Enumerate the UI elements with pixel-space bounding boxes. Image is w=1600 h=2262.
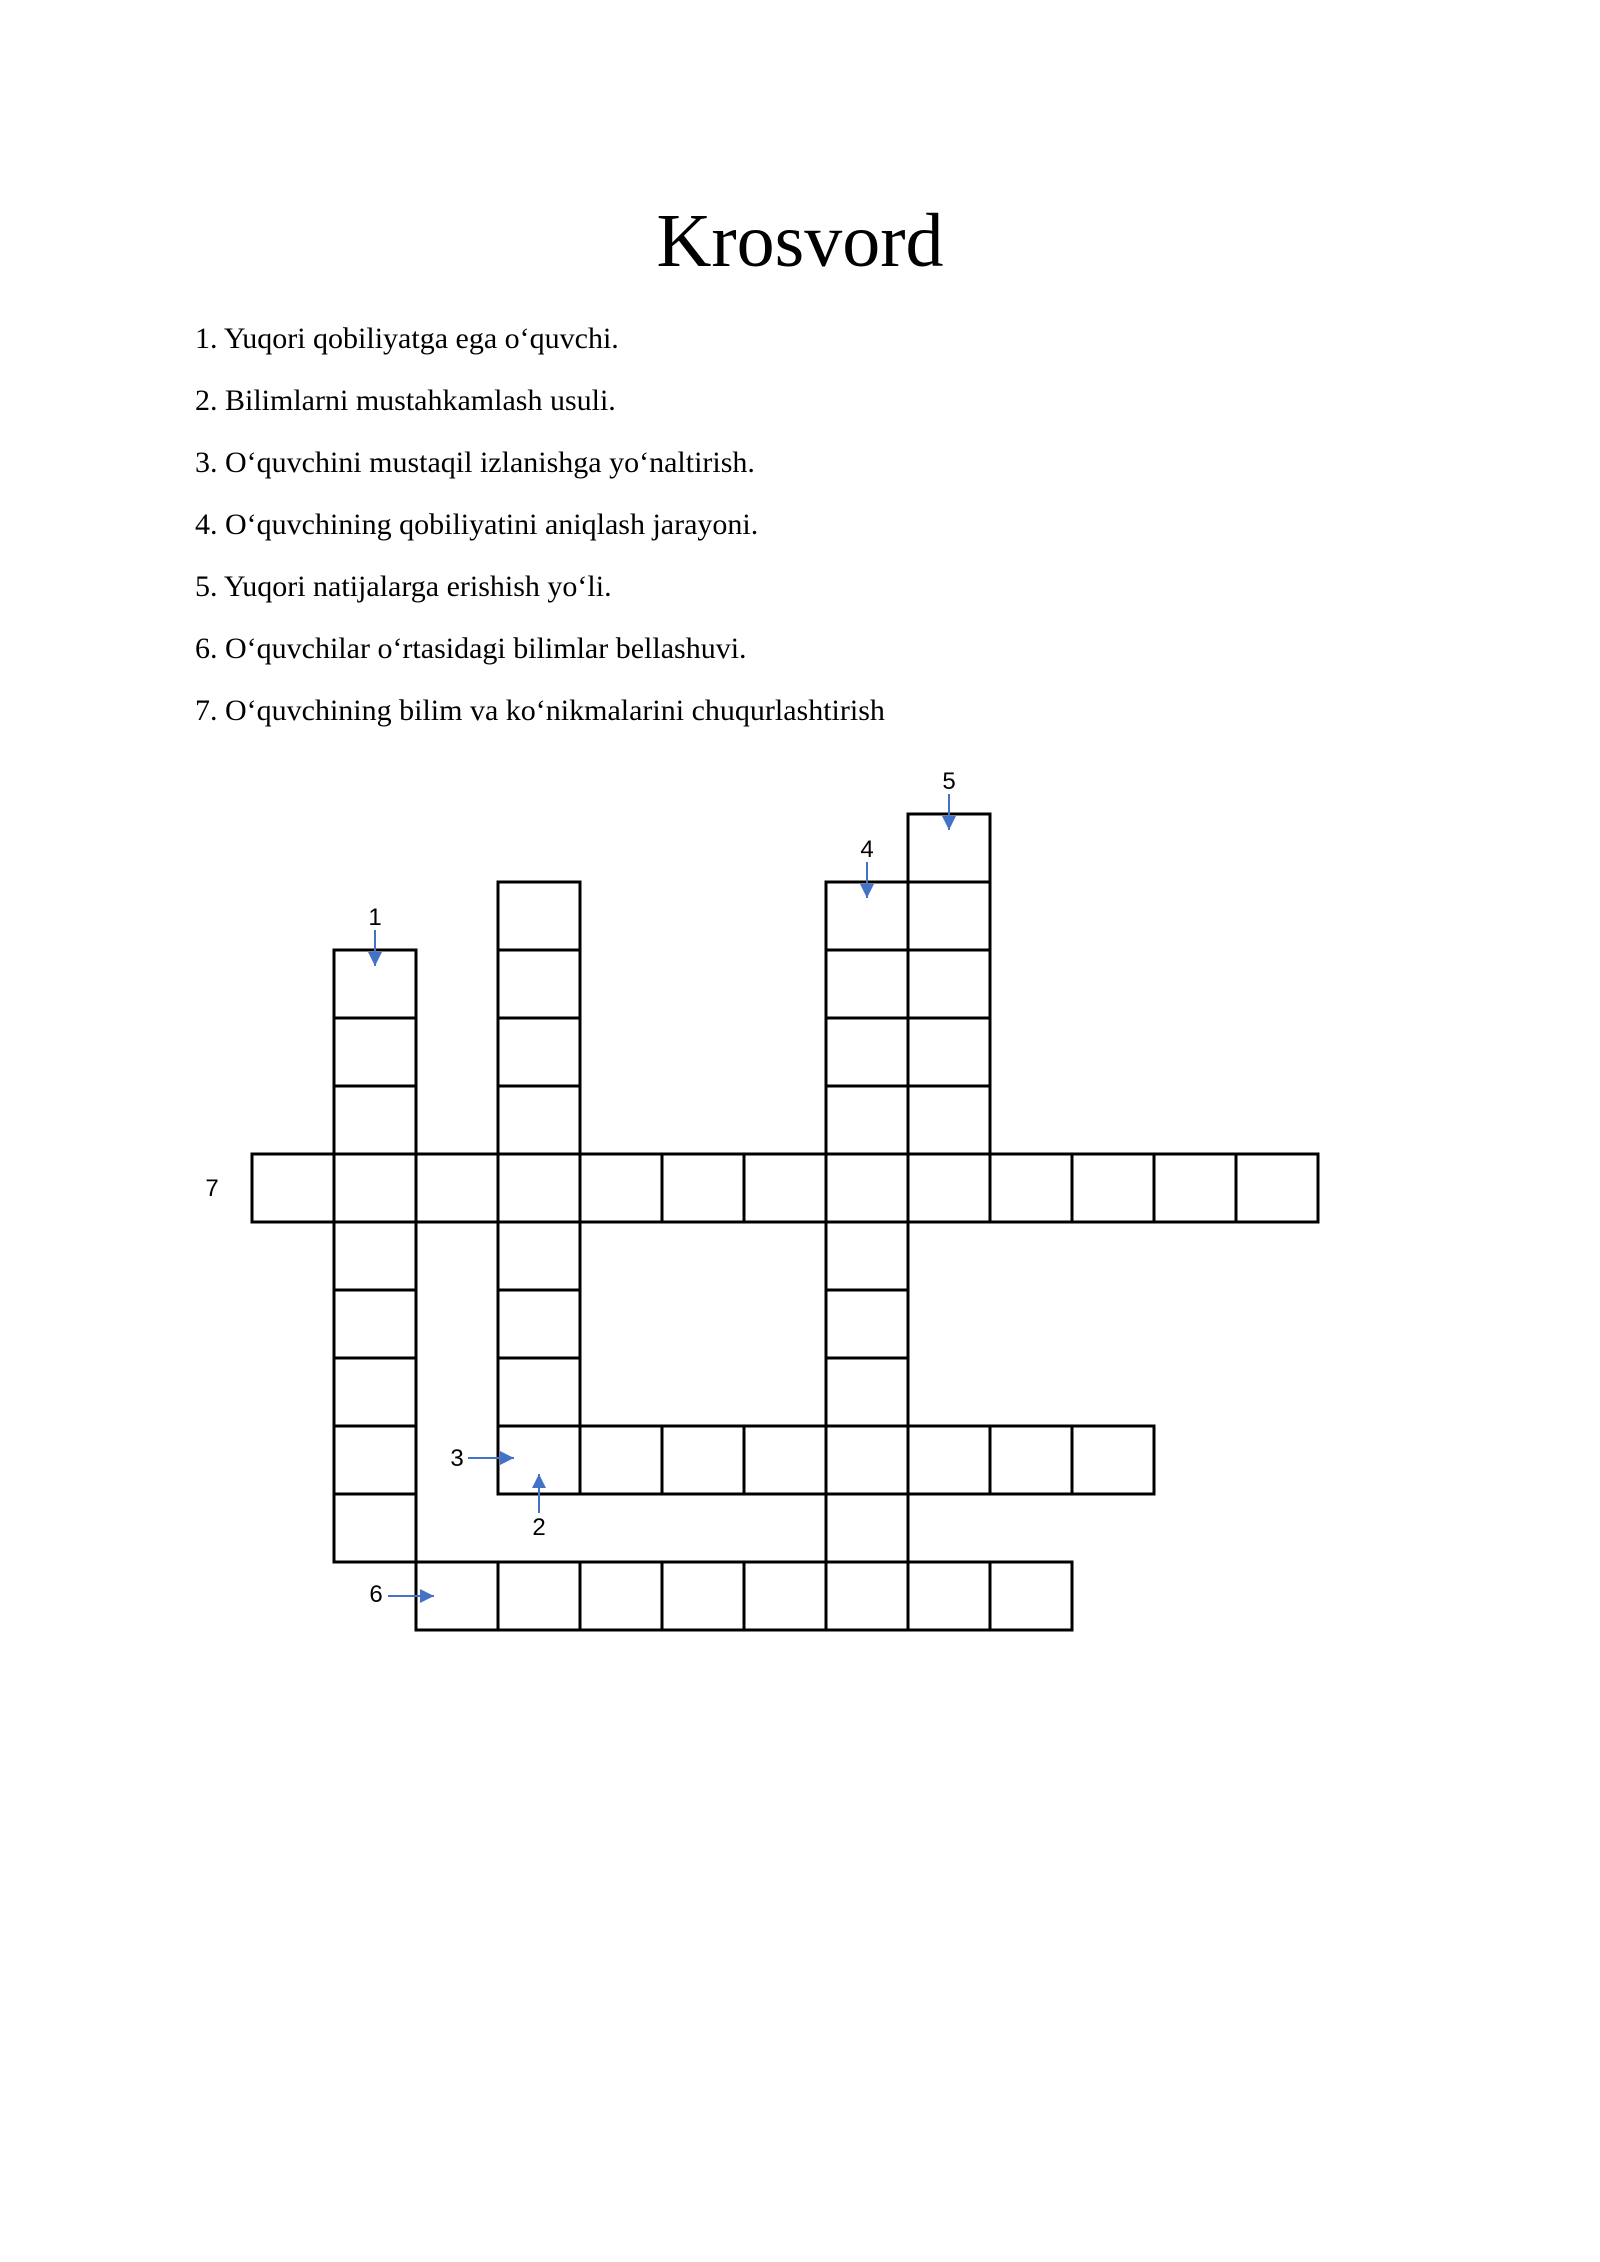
grid-cell[interactable] — [580, 1426, 662, 1494]
grid-cell[interactable] — [908, 1154, 990, 1222]
clue-5: 5. Yuqori natijalarga erishish yo‘li. — [195, 570, 612, 603]
grid-cell[interactable] — [990, 1562, 1072, 1630]
clue-1: 1. Yuqori qobiliyatga ega o‘quvchi. — [195, 322, 619, 355]
clue-number-1: 1 — [368, 904, 382, 931]
grid-cell[interactable] — [1236, 1154, 1318, 1222]
grid-cell[interactable] — [908, 1562, 990, 1630]
grid-cell[interactable] — [990, 1154, 1072, 1222]
arrow-1 — [368, 930, 382, 966]
grid-cell[interactable] — [252, 1154, 334, 1222]
clue-number-3: 3 — [450, 1445, 464, 1472]
grid-cell[interactable] — [826, 1426, 908, 1494]
grid-cell[interactable] — [662, 1154, 744, 1222]
grid-cell[interactable] — [498, 1018, 580, 1086]
grid-cell[interactable] — [498, 882, 580, 950]
clue-number-6: 6 — [369, 1581, 383, 1608]
grid-cell[interactable] — [334, 1222, 416, 1290]
arrow-3 — [468, 1451, 514, 1465]
arrow-4 — [860, 862, 874, 898]
grid-cell[interactable] — [826, 1494, 908, 1562]
grid-cell[interactable] — [908, 950, 990, 1018]
grid-cell[interactable] — [826, 1154, 908, 1222]
clue-number-5: 5 — [942, 768, 956, 795]
clue-4: 4. O‘quvchining qobiliyatini aniqlash jarayoni. — [195, 508, 759, 541]
grid-cell[interactable] — [580, 1154, 662, 1222]
page-title: Krosvord — [656, 199, 944, 283]
grid-cell[interactable] — [334, 1358, 416, 1426]
grid-cell[interactable] — [1072, 1426, 1154, 1494]
clue-6: 6. O‘quvchilar o‘rtasidagi bilimlar bellashuvi. — [195, 632, 747, 665]
grid-cell[interactable] — [334, 1086, 416, 1154]
grid-cell[interactable] — [744, 1426, 826, 1494]
grid-cell[interactable] — [908, 1018, 990, 1086]
grid-cell[interactable] — [498, 1562, 580, 1630]
grid-cell[interactable] — [334, 1154, 416, 1222]
grid-cell[interactable] — [744, 1154, 826, 1222]
grid-cell[interactable] — [826, 1358, 908, 1426]
grid-cell[interactable] — [1072, 1154, 1154, 1222]
grid-cell[interactable] — [826, 1290, 908, 1358]
grid-cell[interactable] — [498, 1222, 580, 1290]
grid-cell[interactable] — [334, 1290, 416, 1358]
grid-cell[interactable] — [908, 882, 990, 950]
clue-number-4: 4 — [860, 836, 874, 863]
grid-cell[interactable] — [580, 1562, 662, 1630]
grid-cell[interactable] — [498, 950, 580, 1018]
grid-cell[interactable] — [1154, 1154, 1236, 1222]
grid-cell[interactable] — [498, 1086, 580, 1154]
grid-cell[interactable] — [498, 1290, 580, 1358]
arrow-6 — [388, 1589, 434, 1603]
clue-number-2: 2 — [532, 1514, 546, 1541]
grid-cell[interactable] — [826, 1018, 908, 1086]
clue-2: 2. Bilimlarni mustahkamlash usuli. — [195, 384, 616, 417]
grid-cell[interactable] — [826, 1562, 908, 1630]
grid-cell[interactable] — [662, 1426, 744, 1494]
grid-cell[interactable] — [334, 1426, 416, 1494]
grid-cell[interactable] — [744, 1562, 826, 1630]
grid-cell[interactable] — [826, 1086, 908, 1154]
grid-cell[interactable] — [990, 1426, 1072, 1494]
grid-cells — [252, 814, 1318, 1630]
grid-cell[interactable] — [908, 1086, 990, 1154]
grid-cell[interactable] — [498, 1154, 580, 1222]
grid-cell[interactable] — [334, 1018, 416, 1086]
grid-cell[interactable] — [498, 1358, 580, 1426]
grid-cell[interactable] — [826, 950, 908, 1018]
grid-cell[interactable] — [908, 1426, 990, 1494]
clue-7: 7. O‘quvchining bilim va ko‘nikmalarini chuqurlashtirish — [195, 694, 885, 727]
grid-cell[interactable] — [826, 1222, 908, 1290]
arrow-5 — [942, 794, 956, 830]
grid-cell[interactable] — [334, 1494, 416, 1562]
clue-number-7: 7 — [205, 1175, 219, 1202]
grid-cell[interactable] — [662, 1562, 744, 1630]
clue-3: 3. O‘quvchini mustaqil izlanishga yo‘naltirish. — [195, 446, 755, 479]
grid-cell[interactable] — [416, 1154, 498, 1222]
